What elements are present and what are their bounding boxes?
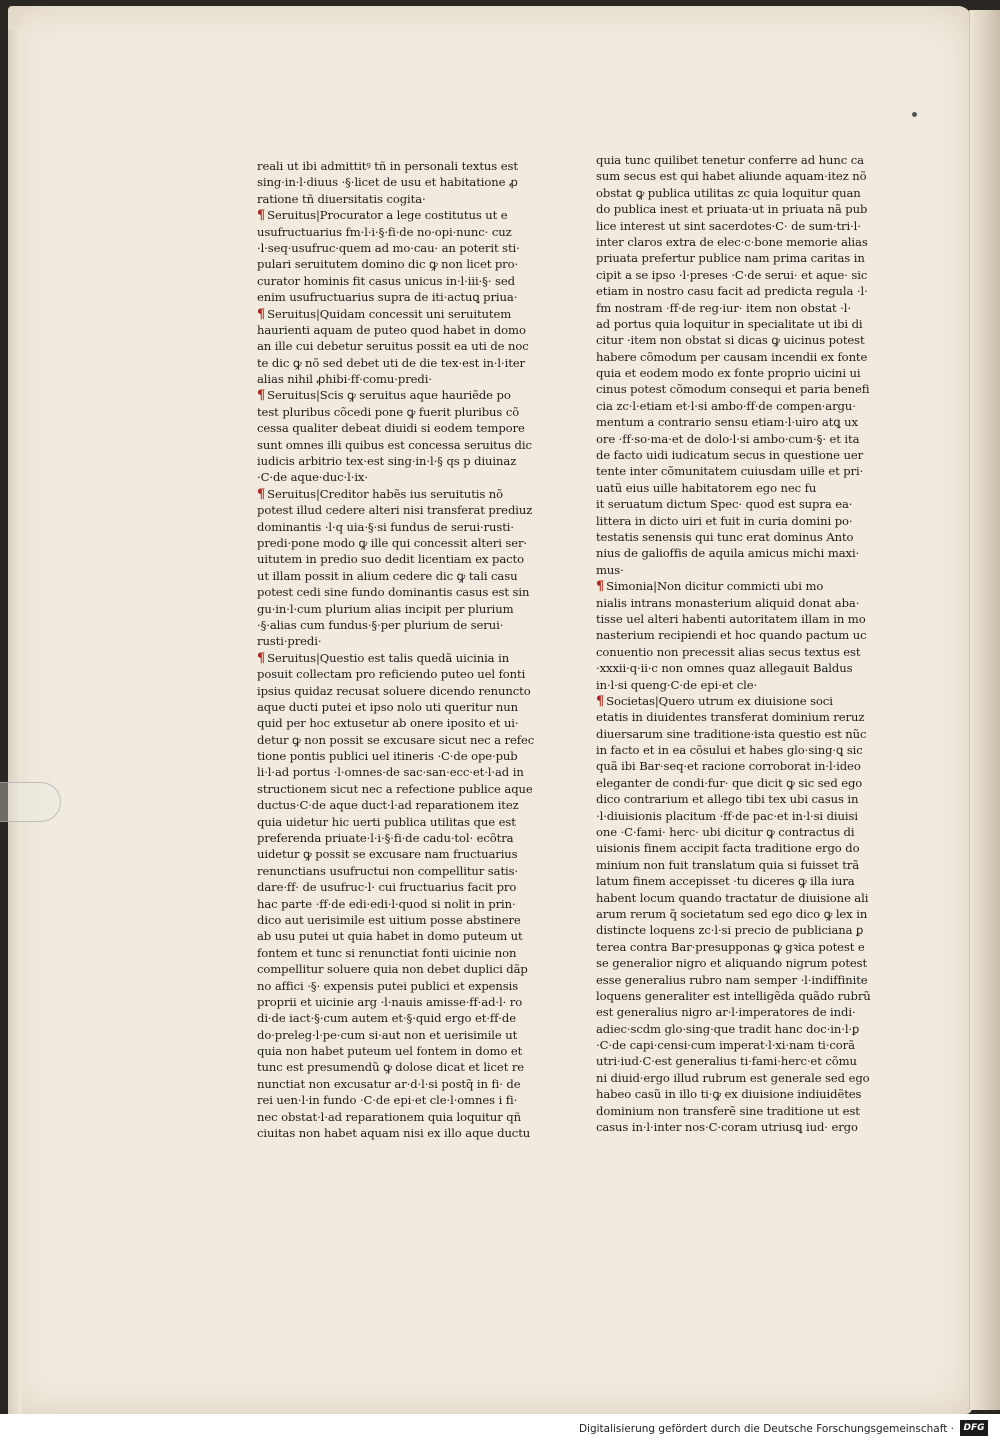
text-line: nunctiat non excusatur ar·d·l·si postq̃ in fi· de bbox=[257, 1076, 521, 1091]
text-line: eleganter de condi·fur· que dicit ꝙ sic sed ego bbox=[596, 775, 863, 790]
text-line: ·l·seq·usufruc·quem ad mo·cau· an poterit sti· bbox=[257, 240, 520, 255]
text-line: obstat ꝙ publica utilitas zc quia loquitur quan bbox=[596, 185, 861, 200]
text-line: an ille cui debetur seruitus possit ea uti de noc bbox=[257, 339, 529, 354]
text-line: in facto et in ea cõsului et habes glo·sing·ꝗ sic bbox=[596, 743, 863, 758]
text-line bbox=[257, 387, 547, 403]
text-line: testatis senensis qui tunc erat dominus Anto bbox=[596, 529, 854, 544]
text-line: rei uen·l·in fundo ·C·de epi·et cle·l·omnes i fi· bbox=[257, 1093, 518, 1108]
text-line: arum rerum q̃ societatum sed ego dico ꝙ lex in bbox=[596, 906, 868, 921]
text-line: do publica inest et priuata·ut in priuata nã pub bbox=[596, 202, 868, 217]
text-line: dare·ff· de usufruc·l· cui fructuarius facit pro bbox=[257, 880, 517, 895]
text-line: littera in dicto uiri et fuit in curia domini po· bbox=[596, 513, 853, 528]
text-line: distincte loquens zc·l·si precio de publiciana ꝑ bbox=[596, 923, 864, 938]
text-line: potest cedi sine fundo dominantis casus est sin bbox=[257, 585, 530, 600]
text-line: cessa qualiter debeat diuidi si eodem tempore bbox=[257, 421, 525, 436]
text-line: in·l·si queng·C·de epi·et cle· bbox=[596, 677, 758, 692]
text-line: one ·C·fami· herc· ubi dicitur ꝙ contractus di bbox=[596, 825, 855, 840]
paragraph-mark-icon: ¶ bbox=[257, 208, 266, 224]
text-line: li·l·ad portus ·l·omnes·de sac·san·ecc·et·l·ad in bbox=[257, 765, 524, 780]
text-line: ad portus quia loquitur in specialitate ut ibi di bbox=[596, 316, 863, 331]
text-line: mus· bbox=[596, 562, 624, 577]
text-line: ·§·alias cum fundus·§·per plurium de serui· bbox=[257, 617, 504, 632]
text-line: uisionis finem accipit facta traditione ergo do bbox=[596, 841, 860, 856]
left-text-column bbox=[257, 158, 547, 1141]
text-line: fontem et tunc si renunctiat fonti uicinie non bbox=[257, 945, 517, 960]
text-line: adiec·scdm glo·sing·que tradit hanc doc·in·l·ꝑ bbox=[596, 1021, 860, 1036]
text-line: gu·in·l·cum plurium alias incipit per plurium bbox=[257, 601, 514, 616]
text-line: quia non habet puteum uel fontem in domo et bbox=[257, 1044, 523, 1059]
text-line: di·de iact·§·cum autem et·§·quid ergo et·ff·de bbox=[257, 1011, 516, 1026]
text-line: lice interest ut sint sacerdotes·C· de sum·tri·l· bbox=[596, 218, 861, 233]
text-line: dico aut uerisimile est uitium posse abstinere bbox=[257, 912, 521, 927]
text-line: iudicis arbitrio tex·est sing·in·l·§ qs p diuinaz bbox=[257, 454, 517, 469]
text-line: test pluribus cõcedi pone ꝙ fuerit pluribus cõ bbox=[257, 404, 520, 419]
text-line: ratione tñ diuersitatis cogita· bbox=[257, 191, 426, 206]
text-line: priuata prefertur publice nam prima caritas in bbox=[596, 251, 865, 266]
text-line: habent locum quando tractatur de diuisione ali bbox=[596, 890, 869, 905]
text-line: uitutem in predio suo dedit licentiam ex pacto bbox=[257, 552, 524, 567]
text-line: cipit a se ipso ·l·preses ·C·de serui· et aque· sic bbox=[596, 267, 868, 282]
text-line: habere cõmodum per causam incendii ex fonte bbox=[596, 349, 868, 364]
text-line: tisse uel alteri habenti autoritatem illam in mo bbox=[596, 611, 866, 626]
text-line bbox=[257, 650, 547, 666]
text-line: aque ducti putei et ipso nolo uti queritur nun bbox=[257, 699, 519, 714]
text-line: tione pontis publici uel itineris ·C·de ope·pub bbox=[257, 749, 518, 764]
text-line: reali ut ibi admittitꝰ tñ in personali textus est bbox=[257, 159, 518, 173]
text-line: posuit collectam pro reficiendo puteo uel fonti bbox=[257, 667, 526, 682]
text-line: ·C·de aque·duc·l·ix· bbox=[257, 470, 368, 485]
text-line: sum secus est qui habet aliunde aquam·itez nõ bbox=[596, 169, 867, 184]
text-line: sing·in·l·diuus ·§·licet de usu et habitatione ꝓ bbox=[257, 175, 518, 190]
text-line: predi·pone modo ꝙ ille qui concessit alteri ser· bbox=[257, 535, 528, 550]
text-line bbox=[257, 486, 547, 502]
text-line: detur ꝙ non possit se excusare sicut nec a refec bbox=[257, 732, 535, 747]
text-line: pulari seruitutem domino dic ꝙ non licet pro· bbox=[257, 257, 519, 272]
text-line: diuersarum sine traditione·ista questio est nũc bbox=[596, 726, 867, 741]
paragraph-mark-icon: ¶ bbox=[257, 650, 266, 666]
text-line: est generalius nigro ar·l·imperatores de indi· bbox=[596, 1005, 856, 1020]
text-line: structionem sicut nec a refectione publice aque bbox=[257, 781, 533, 796]
text-line: ·xxxii·q·ii·c non omnes quaz allegauit Baldus bbox=[596, 661, 853, 676]
text-line: minium non fuit translatum quia si fuisset trã bbox=[596, 857, 860, 872]
text-line: hac parte ·ff·de edi·edi·l·quod si nolit in prin· bbox=[257, 896, 516, 911]
text-line: rusti·predi· bbox=[257, 634, 322, 649]
text-line: tunc est presumendũ ꝙ dolose dicat et licet re bbox=[257, 1060, 525, 1075]
text-line: quã ibi Bar·seq·et racione corroborat in·l·ideo bbox=[596, 759, 861, 774]
dfg-logo: DFG bbox=[960, 1420, 988, 1436]
text-line: usufructuarius fm·l·i·§·fi·de no·opi·nunc· cuz bbox=[257, 224, 512, 239]
text-line: uidetur ꝙ possit se excusare nam fructuarius bbox=[257, 847, 518, 862]
text-line: enim usufructuarius supra de iti·actuꝗ priua· bbox=[257, 290, 518, 305]
text-line: etiam in nostro casu facit ad predicta regula ·l· bbox=[596, 284, 868, 299]
text-line: terea contra Bar·presupponas ꝙ gꝛica potest e bbox=[596, 939, 865, 954]
text-line: sunt omnes illi quibus est concessa seruitus dic bbox=[257, 437, 532, 452]
page-gutter bbox=[8, 30, 22, 1414]
text-line: latum finem accepisset ·tu diceres ꝙ illa iura bbox=[596, 874, 855, 889]
funding-notice: Digitalisierung gefördert durch die Deutsche Forschungsgemeinschaft · bbox=[578, 1423, 954, 1435]
text-line: tente inter cõmunitatem cuiusdam uille et pri· bbox=[596, 464, 864, 479]
text-line bbox=[596, 693, 886, 709]
text-line: fm nostram ·ff·de reg·iur· item non obstat ·l· bbox=[596, 300, 851, 315]
right-text-column bbox=[596, 152, 886, 1135]
text-line: etatis in diuidentes transferat dominium reruz bbox=[596, 710, 865, 725]
paragraph-mark-icon: ¶ bbox=[596, 579, 605, 595]
text-line: quid per hoc extusetur ab onere iposito et ui· bbox=[257, 716, 519, 731]
text-line: ut illam possit in alium cedere dic ꝙ tali casu bbox=[257, 568, 518, 583]
text-line: ·C·de capi·censi·cum imperat·l·xi·nam ti·corã bbox=[596, 1038, 855, 1053]
text-line: ab usu putei ut quia habet in domo puteum ut bbox=[257, 929, 523, 944]
text-line: cinus potest cõmodum consequi et paria benefi bbox=[596, 382, 870, 397]
text-line: preferenda priuate·l·i·§·fi·de cadu·tol· ecõtra bbox=[257, 831, 514, 846]
paper-spot bbox=[912, 112, 917, 117]
text-line: te dic ꝙ nõ sed debet uti de die tex·est in·l·iter bbox=[257, 355, 525, 370]
text-line: nec obstat·l·ad reparationem quia loquitur qñ bbox=[257, 1109, 521, 1124]
text-line: ciuitas non habet aquam nisi ex illo aque ductu bbox=[257, 1126, 531, 1141]
rubric-heading: Seruitus|Creditor habẽs ius seruitutis nõ bbox=[267, 486, 504, 501]
text-line: nius de galioffis de aquila amicus michi maxi· bbox=[596, 546, 860, 561]
text-line: mentum a contrario sensu etiam·l·uiro atꝗ ux bbox=[596, 415, 858, 430]
text-line: conuentio non precessit alias secus textus est bbox=[596, 644, 861, 659]
text-line bbox=[257, 207, 547, 223]
text-line bbox=[257, 306, 547, 322]
text-line: inter claros extra de elec·c·bone memorie alias bbox=[596, 234, 868, 249]
footer-bar bbox=[0, 1414, 1000, 1444]
paragraph-mark-icon: ¶ bbox=[257, 388, 266, 404]
page-fore-edge bbox=[969, 10, 1000, 1410]
text-line: ductus·C·de aque duct·l·ad reparationem itez bbox=[257, 798, 519, 813]
text-line bbox=[596, 578, 886, 594]
text-line: do·preleg·l·pe·cum si·aut non et uerisimile ut bbox=[257, 1027, 518, 1042]
page-marker-tab bbox=[0, 782, 61, 822]
text-line: nialis intrans monasterium aliquid donat aba· bbox=[596, 595, 860, 610]
text-line: citur ·item non obstat si dicas ꝙ uicinus potest bbox=[596, 333, 865, 348]
text-line: dico contrarium et allego tibi tex ubi casus in bbox=[596, 792, 859, 807]
text-line: casus in·l·inter nos·C·coram utriusꝗ iud· ergo bbox=[596, 1120, 858, 1135]
text-line: ·l·diuisionis placitum ·ff·de pac·et in·l·si diuisi bbox=[596, 808, 858, 823]
text-line: se generalior nigro et aliquando nigrum potest bbox=[596, 956, 868, 971]
text-line: ipsius quidaz recusat soluere dicendo renuncto bbox=[257, 683, 531, 698]
text-line: uatũ eius uille habitatorem ego nec fu bbox=[596, 480, 817, 495]
text-line: nasterium recipiendi et hoc quando pactum uc bbox=[596, 628, 867, 643]
text-line: compellitur soluere quia non debet duplici dãp bbox=[257, 962, 528, 977]
text-line: de facto uidi iudicatum secus in questione uer bbox=[596, 448, 864, 463]
text-line: potest illud cedere alteri nisi transferat prediuz bbox=[257, 503, 533, 518]
text-line: dominantis ·l·q uia·§·si fundus de serui·rusti· bbox=[257, 519, 514, 534]
rubric-heading: Simonia|Non dicitur commicti ubi mo bbox=[606, 579, 824, 594]
text-line: ni diuid·ergo illud rubrum est generale sed ego bbox=[596, 1070, 870, 1085]
paragraph-mark-icon: ¶ bbox=[257, 486, 266, 502]
text-line: quia uidetur hic uerti publica utilitas que est bbox=[257, 814, 516, 829]
text-line: ore ·ff·so·ma·et de dolo·l·si ambo·cum·§· et ita bbox=[596, 431, 860, 446]
text-line: utri·iud·C·est generalius ti·fami·herc·et cõmu bbox=[596, 1054, 857, 1069]
text-line: dominium non transferẽ sine traditione ut est bbox=[596, 1103, 860, 1118]
text-line: alias nihil ꝓhibi·ff·comu·predi· bbox=[257, 372, 432, 387]
rubric-heading: Seruitus|Quidam concessit uni seruitutem bbox=[267, 306, 512, 321]
text-line: quia tunc quilibet tenetur conferre ad hunc ca bbox=[596, 153, 864, 167]
rubric-heading: Seruitus|Questio est talis quedã uicinia in bbox=[267, 650, 510, 665]
text-line: curator hominis fit casus unicus in·l·iii·§· sed bbox=[257, 273, 515, 288]
text-line: loquens generaliter est intelligẽda quãdo rubrũ bbox=[596, 988, 871, 1003]
text-line: quia et eodem modo ex fonte proprio uicini ui bbox=[596, 366, 861, 381]
text-line: haurienti aquam de puteo quod habet in domo bbox=[257, 322, 526, 337]
text-line: habeo casũ in illo ti·ꝙ ex diuisione indiuidẽtes bbox=[596, 1087, 862, 1102]
text-line: no affici ·§· expensis putei publici et expensis bbox=[257, 978, 519, 993]
text-line: cia zc·l·etiam et·l·si ambo·ff·de compen·argu· bbox=[596, 398, 856, 413]
rubric-heading: Seruitus|Scis ꝙ seruitus aque hauriẽde po bbox=[267, 388, 511, 403]
text-line: it seruatum dictum Spec· quod est supra ea· bbox=[596, 497, 853, 512]
text-line: renunctians usufructui non compellitur satis· bbox=[257, 863, 519, 878]
text-line: proprii et uicinie arg ·l·nauis amisse·ff·ad·l· ro bbox=[257, 994, 523, 1009]
paragraph-mark-icon: ¶ bbox=[257, 306, 266, 322]
paragraph-mark-icon: ¶ bbox=[596, 693, 605, 709]
text-line: esse generalius rubro nam semper ·l·indiffinite bbox=[596, 972, 868, 987]
rubric-heading: Seruitus|Procurator a lege costitutus ut e bbox=[267, 208, 508, 223]
rubric-heading: Societas|Quero utrum ex diuisione soci bbox=[606, 693, 833, 708]
